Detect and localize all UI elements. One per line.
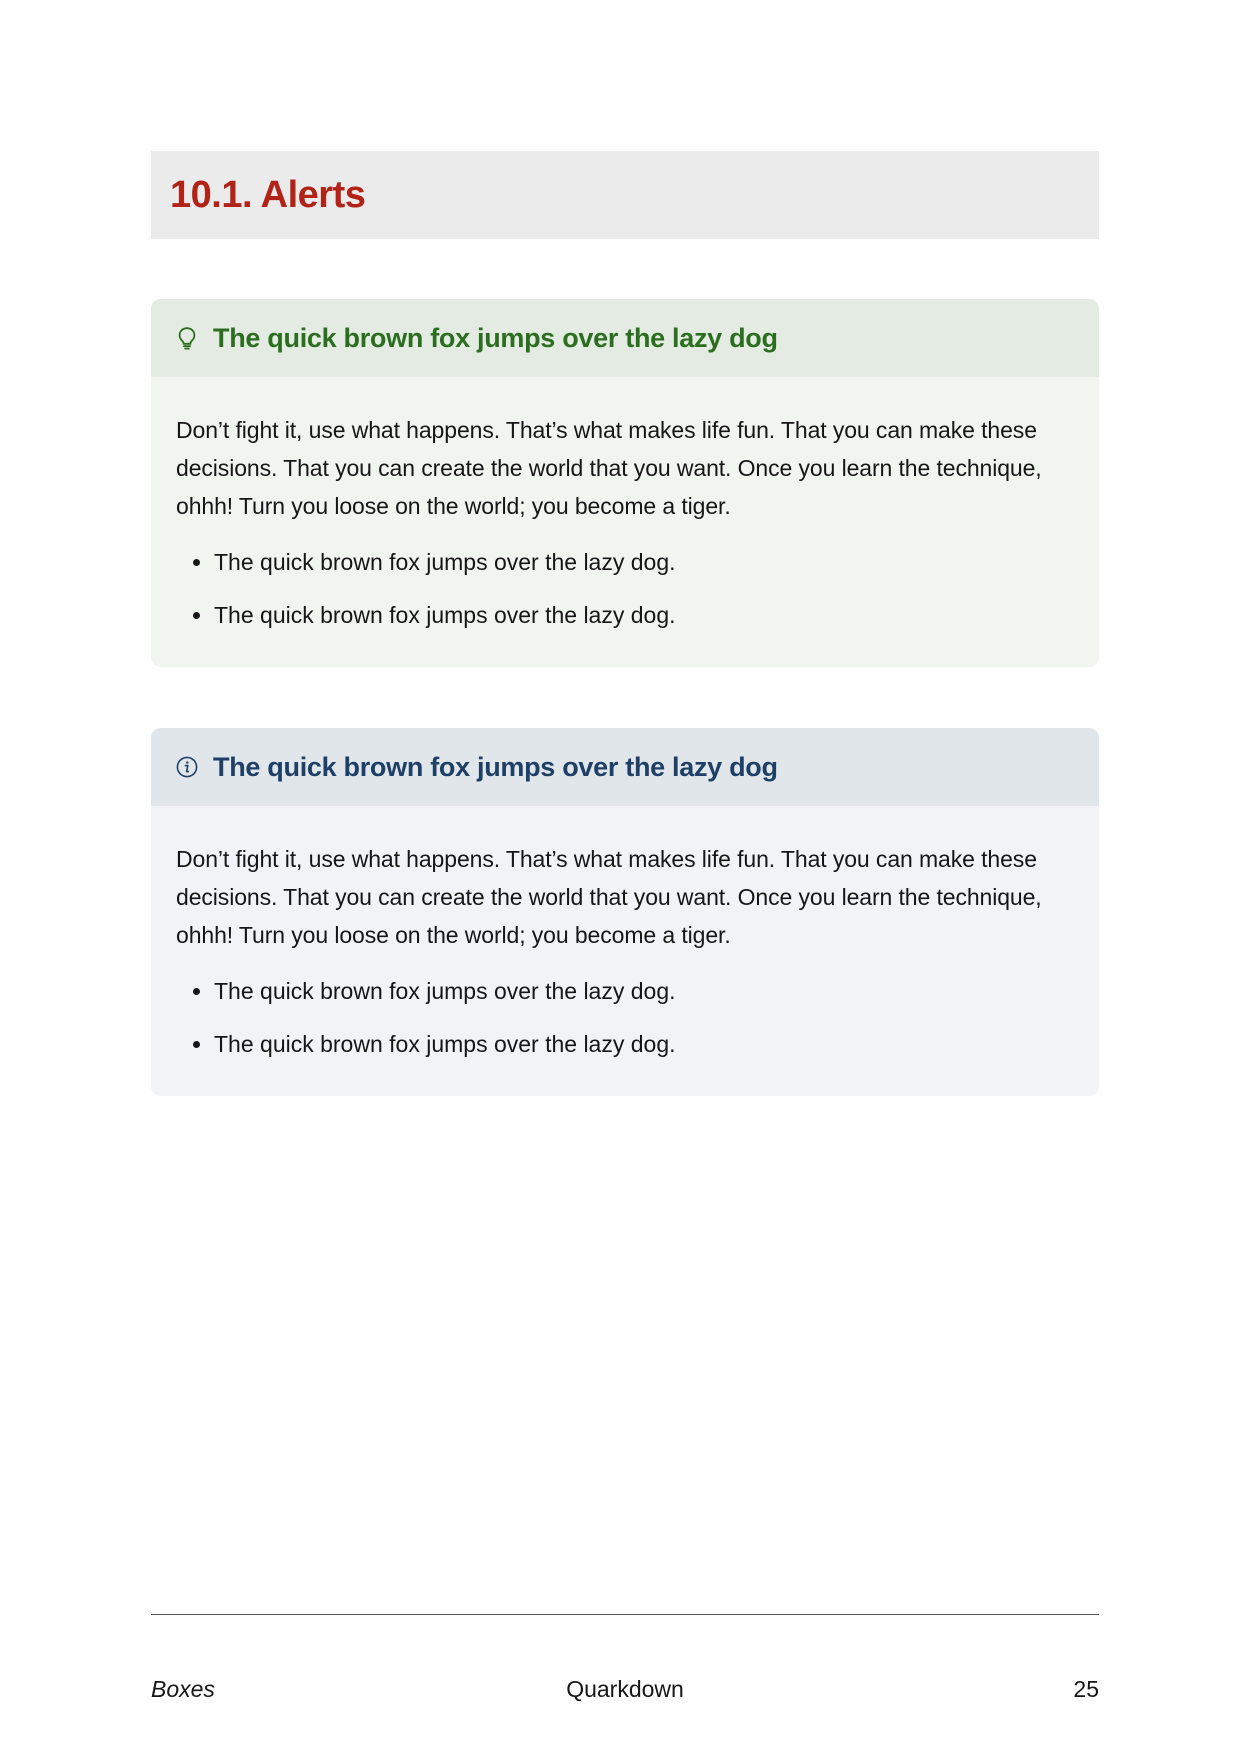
tip-alert-title: The quick brown fox jumps over the lazy dog (213, 322, 778, 353)
note-alert-header (151, 728, 1099, 806)
list-item: • The quick brown fox jumps over the lazy dog. (214, 972, 1075, 1010)
footer-page-number: 25 (1073, 1676, 1099, 1702)
tip-alert-body (151, 377, 1099, 667)
footer-divider (151, 1614, 1099, 1615)
footer-document-title: Quarkdown (566, 1676, 684, 1702)
footer-chapter: Boxes (151, 1676, 215, 1702)
page-title: 10.1. Alerts (170, 173, 366, 216)
list-item: • The quick brown fox jumps over the lazy dog. (214, 1025, 1075, 1063)
note-alert (151, 728, 1099, 1096)
note-alert-body (151, 806, 1099, 1096)
tip-alert-paragraph: Don’t fight it, use what happens. That’s what makes life fun. That you can make these decisions. That you can create the world that you want. Once you learn the technique, ohhh! Turn you loose on the world; you become a tiger. (176, 417, 1042, 519)
lightbulb-icon (175, 326, 199, 350)
note-alert-list (176, 972, 1075, 1063)
section-heading (151, 151, 1099, 239)
list-item: • The quick brown fox jumps over the lazy dog. (214, 596, 1075, 634)
tip-alert-header (151, 299, 1099, 377)
note-alert-paragraph: Don’t fight it, use what happens. That’s what makes life fun. That you can make these decisions. That you can create the world that you want. Once you learn the technique, ohhh! Turn you loose on the world; you become a tiger. (176, 846, 1042, 948)
tip-alert (151, 299, 1099, 667)
list-item: • The quick brown fox jumps over the lazy dog. (214, 543, 1075, 581)
info-icon (175, 755, 199, 779)
note-alert-title: The quick brown fox jumps over the lazy dog (213, 751, 778, 782)
tip-alert-list (176, 543, 1075, 634)
page-footer (151, 1676, 1099, 1710)
